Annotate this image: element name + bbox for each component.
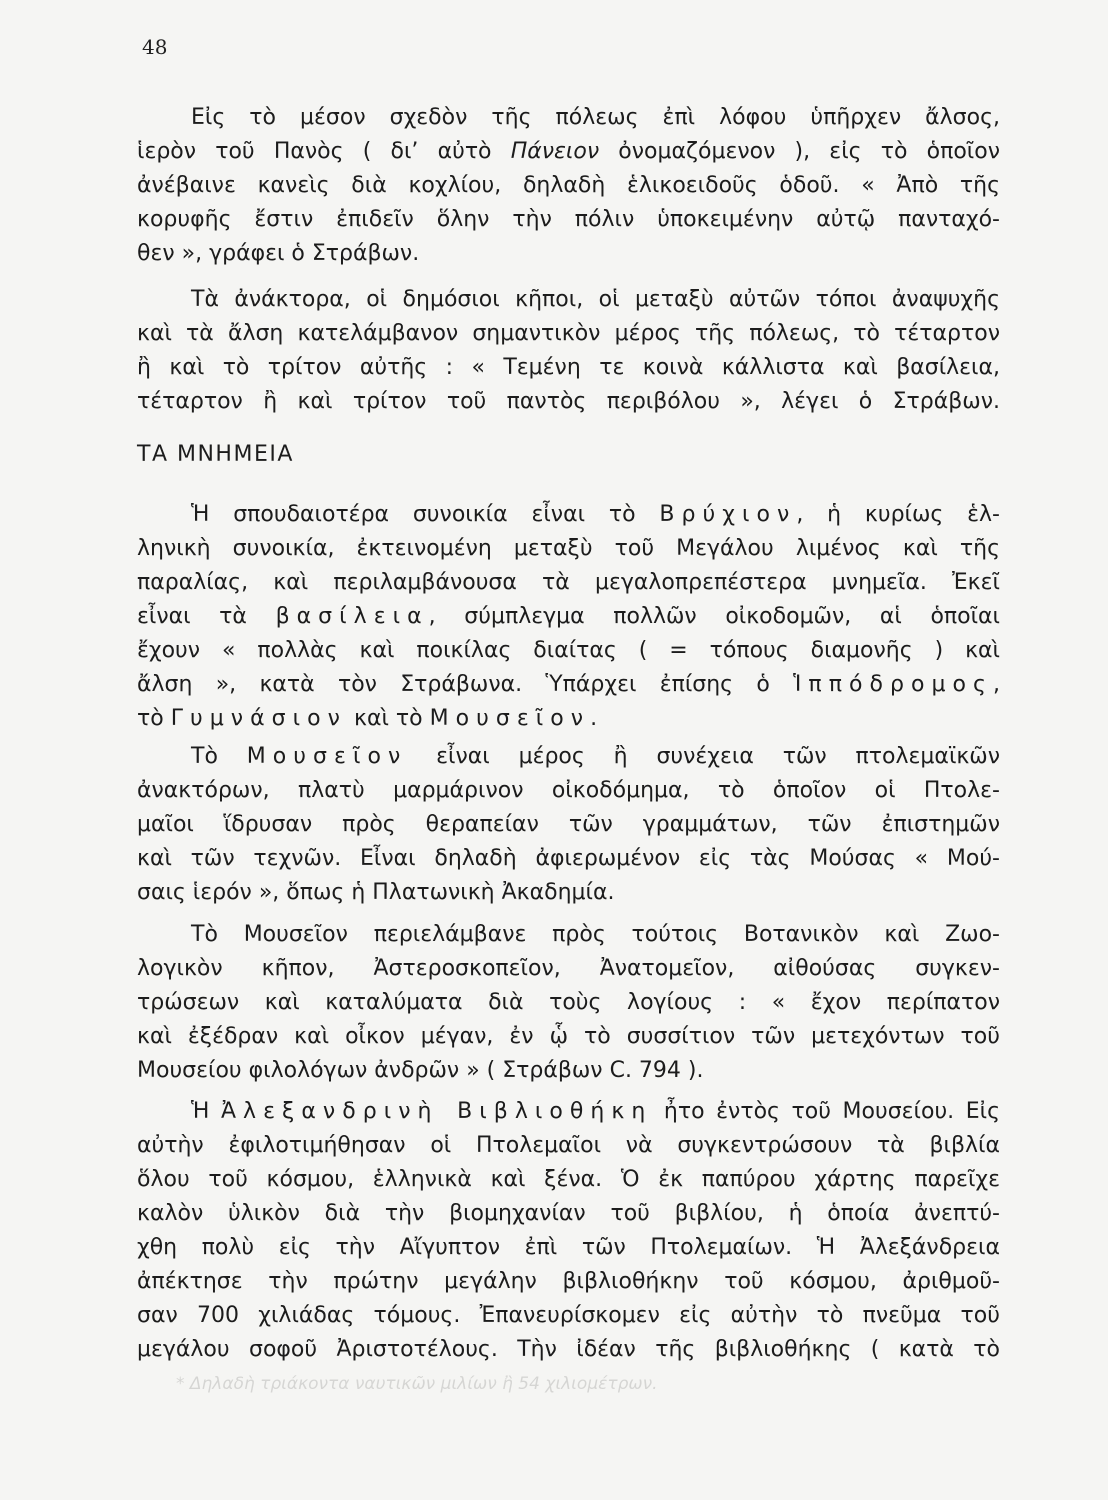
text-line: καλὸν ὑλικὸν διὰ τὴν βιομηχανίαν τοῦ βιβλίου, ἡ ὁποία ἀνεπτύ-	[137, 1201, 1000, 1226]
text-line: σαις ἱερόν », ὅπως ἡ Πλατωνικὴ Ἀκαδημία.	[137, 880, 615, 905]
text-segment: ἱερὸν τοῦ Πανὸς ( δι’ αὐτὸ	[137, 139, 511, 164]
text-line: ἔχουν « πολλὰς καὶ ποικίλας διαίτας ( = τόπους διαμονῆς ) καὶ	[137, 638, 1000, 663]
text-line: Εἰς τὸ μέσον σχεδὸν τῆς πόλεως ἐπὶ λόφου ὑπῆρχεν ἄλσος,	[191, 105, 1000, 130]
text-segment: εἶναι μέρος ἢ συνέχεια τῶν πτολεμαϊκῶν	[407, 744, 1000, 769]
text-line: ἀνέβαινε κανεὶς διὰ κοχλίου, δηλαδὴ ἑλικοειδοῦς ὁδοῦ. « Ἀπὸ τῆς	[137, 173, 1000, 198]
text-line: ἀνακτόρων, πλατὺ μαρμάρινον οἰκοδόμημα, τὸ ὁποῖον οἱ Πτολε-	[137, 778, 1000, 803]
text-line: τρώσεων καὶ καταλύματα διὰ τοὺς λογίους : « ἔχον περίπατον	[137, 990, 1000, 1015]
italic-term: Πάνειον	[510, 139, 600, 164]
emphasized-term: Ἱππόδρομος	[793, 672, 993, 697]
text-line: τέταρτον ἢ καὶ τρίτον τοῦ παντὸς περιβόλου », λέγει ὁ Στράβων.	[137, 389, 1000, 414]
text-line: παραλίας, καὶ περιλαμβάνουσα τὰ μεγαλοπρεπέστερα μνημεῖα. Ἐκεῖ	[137, 570, 1000, 595]
text-line: αὐτὴν ἐφιλοτιμήθησαν οἱ Πτολεμαῖοι νὰ συγκεντρώσουν τὰ βιβλία	[137, 1133, 1000, 1158]
text-line: καὶ ἐξέδραν καὶ οἶκον μέγαν, ἐν ᾧ τὸ συσσίτιον τῶν μετεχόντων τοῦ	[137, 1024, 1000, 1049]
text-line	[137, 135, 1000, 169]
text-segment: , σύμπλεγμα πολλῶν οἰκοδομῶν, αἱ ὁποῖαι	[428, 604, 1000, 629]
text-line: κορυφῆς ἔστιν ἐπιδεῖν ὅλην τὴν πόλιν ὑποκειμένην αὐτῷ πανταχό-	[137, 207, 1000, 232]
text-line: θεν », γράφει ὁ Στράβων.	[137, 241, 420, 266]
text-line: σαν 700 χιλιάδας τόμους. Ἐπανευρίσκομεν εἰς αὐτὴν τὸ πνεῦμα τοῦ	[137, 1303, 1000, 1328]
text-line	[137, 498, 1000, 532]
text-line: Τὰ ἀνάκτορα, οἱ δημόσιοι κῆποι, οἱ μεταξὺ αὐτῶν τόποι ἀναψυχῆς	[191, 287, 1000, 312]
emphasized-term: Μουσεῖον	[429, 706, 591, 731]
text-line: ὅλου τοῦ κόσμου, ἑλληνικὰ καὶ ξένα. Ὁ ἐκ παπύρου χάρτης παρεῖχε	[137, 1167, 1000, 1192]
text-segment: ἄλση », κατὰ τὸν Στράβωνα. Ὑπάρχει ἐπίσης ὁ	[137, 672, 794, 697]
paragraph	[137, 283, 1000, 419]
paragraph	[137, 918, 1000, 1088]
text-segment: Ἡ σπουδαιοτέρα συνοικία εἶναι τὸ	[191, 502, 660, 527]
text-segment: ,	[993, 672, 1000, 697]
paragraph	[137, 1095, 1000, 1367]
text-segment: , ἡ κυρίως ἑλ-	[796, 502, 1000, 527]
text-line: ἀπέκτησε τὴν πρώτην μεγάλην βιβλιοθήκην τοῦ κόσμου, ἀριθμοῦ-	[137, 1269, 1000, 1294]
text-segment: τὸ	[137, 706, 171, 731]
text-line	[137, 1095, 1000, 1129]
text-segment: ὀνομαζόμενον ), εἰς τὸ ὁποῖον	[599, 139, 1000, 164]
text-line: μαῖοι ἵδρυσαν πρὸς θεραπείαν τῶν γραμμάτων, τῶν ἐπιστημῶν	[137, 812, 1000, 837]
text-line: καὶ τὰ ἄλση κατελάμβανον σημαντικὸν μέρος τῆς πόλεως, τὸ τέταρτον	[137, 321, 1000, 346]
text-line: μεγάλου σοφοῦ Ἀριστοτέλους. Τὴν ἰδέαν τῆς βιβλιοθήκης ( κατὰ τὸ	[137, 1337, 1000, 1362]
emphasized-term: Ἀλεξανδρινὴ Βιβλιοθήκη	[220, 1099, 653, 1124]
paragraph	[137, 740, 1000, 910]
text-line	[137, 600, 1000, 634]
text-line: λογικὸν κῆπον, Ἀστεροσκοπεῖον, Ἀνατομεῖον, αἰθούσας συγκεν-	[137, 956, 1000, 981]
showthrough-footnote: * Δηλαδὴ τριάκοντα ναυτικῶν μιλίων ἢ 54 χιλιομέτρων.	[176, 1374, 658, 1394]
text-segment: .	[590, 706, 598, 731]
text-segment: Τὸ	[191, 744, 247, 769]
text-segment: εἶναι τὰ	[137, 604, 276, 629]
emphasized-term: βασίλεια	[275, 604, 429, 629]
text-line	[137, 668, 1000, 702]
text-line	[137, 702, 1000, 736]
text-line	[137, 740, 1000, 774]
emphasized-term: Βρύχιον	[659, 502, 797, 527]
text-segment: Ἡ	[191, 1099, 221, 1124]
emphasized-term: Γυμνάσιον	[170, 706, 347, 731]
section-heading: ΤΑ ΜΝΗΜΕΙΑ	[137, 442, 294, 467]
text-line: χθη πολὺ εἰς τὴν Αἴγυπτον ἐπὶ τῶν Πτολεμαίων. Ἡ Ἀλεξάνδρεια	[137, 1235, 1000, 1260]
text-segment: καὶ τὸ	[346, 706, 430, 731]
text-line: καὶ τῶν τεχνῶν. Εἶναι δηλαδὴ ἀφιερωμένον εἰς τὰς Μούσας « Μού-	[137, 846, 1000, 871]
text-line: Τὸ Μουσεῖον περιελάμβανε πρὸς τούτοις Βοτανικὸν καὶ Ζωο-	[191, 922, 1000, 947]
text-line: ἢ καὶ τὸ τρίτον αὐτῆς : « Τεμένη τε κοινὰ κάλλιστα καὶ βασίλεια,	[137, 355, 1000, 380]
text-line: Μουσείου φιλολόγων ἀνδρῶν » ( Στράβων C. 794 ).	[137, 1058, 704, 1083]
text-segment: ἦτο ἐντὸς τοῦ Μουσείου. Εἰς	[652, 1099, 1000, 1124]
paragraph	[137, 498, 1000, 736]
emphasized-term: Μουσεῖον	[246, 744, 408, 769]
paragraph	[137, 101, 1000, 271]
page-number: 48	[142, 35, 168, 59]
text-line: ληνικὴ συνοικία, ἐκτεινομένη μεταξὺ τοῦ Μεγάλου λιμένος καὶ τῆς	[137, 536, 1000, 561]
